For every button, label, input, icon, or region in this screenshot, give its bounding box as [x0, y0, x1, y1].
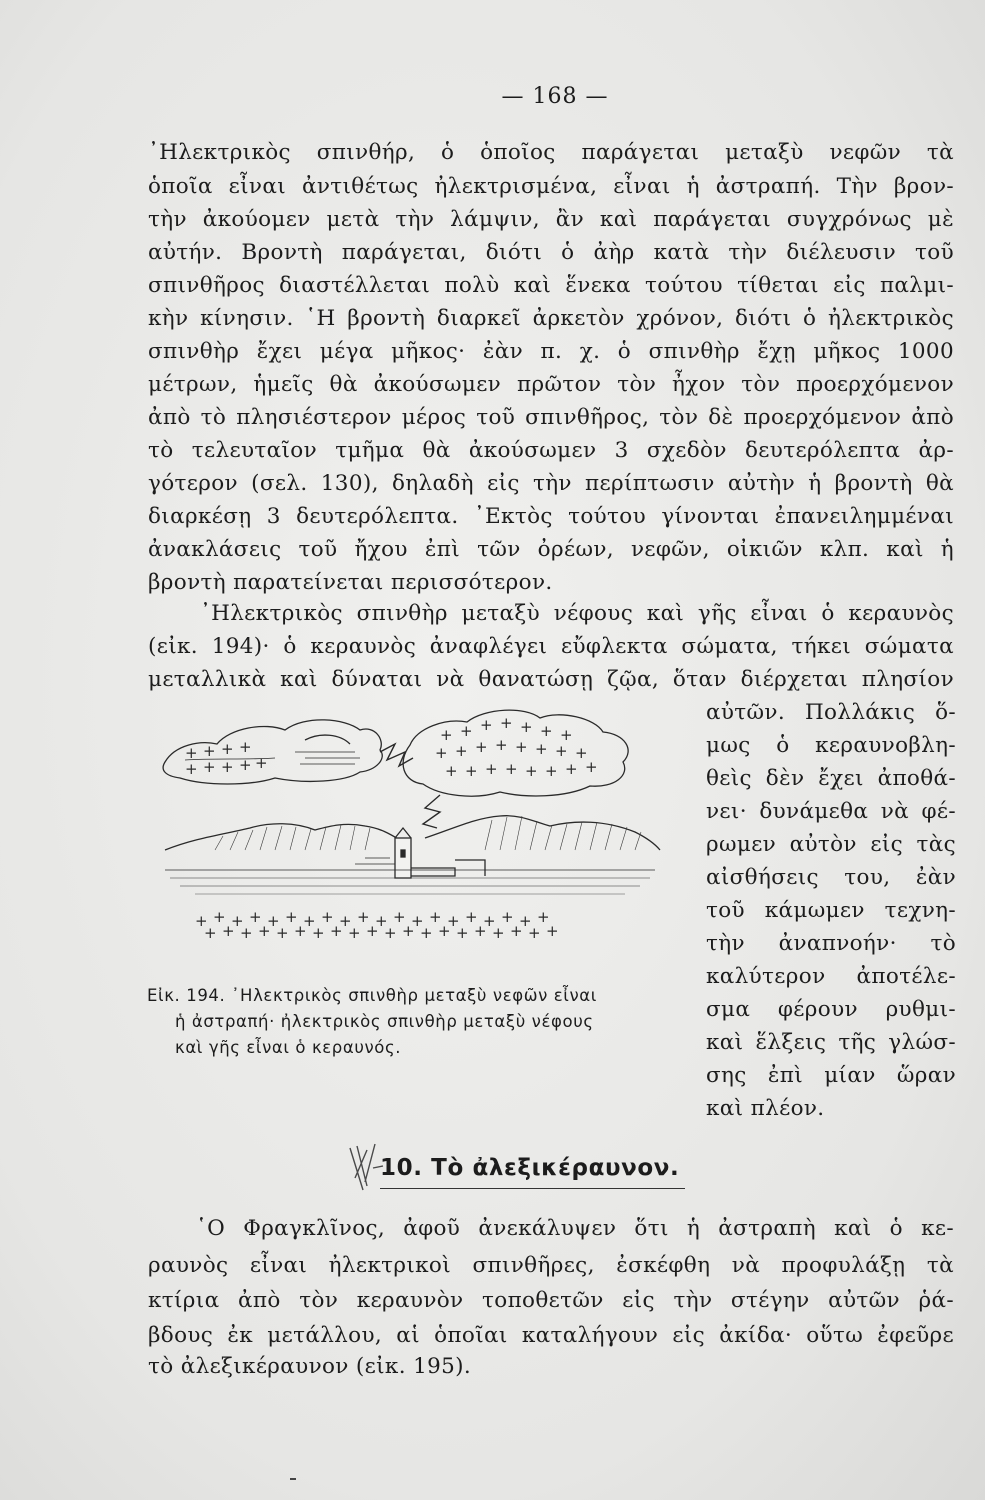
svg-text:+: + — [321, 908, 334, 926]
section-line: ραυνὸς εἶναι ἠλεκτρικοὶ σπινθῆρες, ἐσκέφθη νὰ προφυλάξῃ τὰ — [148, 1253, 954, 1278]
svg-text:+: + — [505, 760, 518, 778]
section-line: ῾Ο Φραγκλῖνος, ἀφοῦ ἀνεκάλυψεν ὅτι ἡ ἀστραπὴ καὶ ὁ κε- — [196, 1216, 954, 1241]
body-line: ἀνακλάσεις τοῦ ἤχου ἐπὶ τῶν ὀρέων, νεφῶν, οἰκιῶν κλπ. καὶ ἡ — [148, 537, 954, 562]
svg-text:+: + — [480, 716, 493, 734]
svg-text:+: + — [535, 740, 548, 758]
svg-text:+: + — [474, 922, 487, 940]
body-line: ᾿Ηλεκτρικὸς σπινθὴρ μεταξὺ νέφους καὶ γῆς εἶναι ὁ κεραυνὸς — [200, 601, 954, 626]
body-line: γότερον (σελ. 130), δηλαδὴ εἰς τὴν περίπτωσιν αὐτὴν ἡ βροντὴ θὰ — [148, 471, 954, 496]
svg-text:+: + — [528, 924, 541, 942]
svg-text:+: + — [585, 758, 598, 776]
side-line: μως ὁ κεραυνοβλη- — [706, 733, 956, 758]
svg-text:+: + — [515, 738, 528, 756]
svg-text:+: + — [546, 922, 559, 940]
side-line: καλύτερον ἀποτέλε- — [706, 964, 956, 989]
svg-text:+: + — [540, 722, 553, 740]
svg-text:+: + — [267, 912, 280, 930]
svg-text:+: + — [312, 924, 325, 942]
svg-text:+: + — [185, 744, 198, 762]
svg-text:+: + — [537, 908, 550, 926]
svg-text:+: + — [429, 908, 442, 926]
body-line: ὁποῖα εἶναι ἀντιθέτως ἠλεκτρισμένα, εἶναι ἡ ἀστραπή. Τὴν βρον- — [148, 174, 954, 199]
svg-text:+: + — [411, 912, 424, 930]
svg-text:+: + — [195, 912, 208, 930]
svg-text:+: + — [435, 744, 448, 762]
body-line: σπινθῆρος διαστέλλεται πολὺ καὶ ἕνεκα τούτου τίθεται εἰς παλμι- — [148, 273, 954, 298]
body-line: αὐτήν. Βροντὴ παράγεται, διότι ὁ ἀὴρ κατὰ τὴν διέλευσιν τοῦ — [148, 240, 954, 265]
section-title: 10. Τὸ ἀλεξικέραυνον. — [380, 1155, 680, 1181]
svg-text:+: + — [375, 912, 388, 930]
svg-text:+: + — [456, 924, 469, 942]
svg-text:+: + — [465, 908, 478, 926]
side-line: αὐτῶν. Πολλάκις ὅ- — [706, 700, 956, 725]
side-line: καὶ ἕλξεις τῆς γλώσ- — [706, 1030, 956, 1055]
side-line: τὴν ἀναπνοήν· τὸ — [706, 931, 956, 956]
svg-text:+: + — [565, 760, 578, 778]
svg-text:+: + — [339, 912, 352, 930]
svg-text:+: + — [510, 922, 523, 940]
svg-text:+: + — [203, 742, 216, 760]
svg-text:+: + — [455, 742, 468, 760]
body-line: κὴν κίνησιν. ῾Η βροντὴ διαρκεῖ ἀρκετὸν χρόνον, διότι ὁ ἠλεκτρικὸς — [148, 306, 954, 331]
side-line: νει· δυνάμεθα νὰ φέ- — [706, 799, 956, 824]
svg-text:+: + — [204, 924, 217, 942]
svg-text:+: + — [500, 714, 513, 732]
svg-text:+: + — [255, 754, 268, 772]
svg-text:+: + — [203, 758, 216, 776]
side-line: σμα φέρουν ρυθμι- — [706, 997, 956, 1022]
svg-text:+: + — [222, 922, 235, 940]
svg-text:+: + — [239, 738, 252, 756]
body-line: διαρκέσῃ 3 δευτερόλεπτα. ᾿Εκτὸς τούτου γίνονται ἐπανειλημμέναι — [148, 504, 954, 529]
svg-text:+: + — [231, 912, 244, 930]
section-line: κτίρια ἀπὸ τὸν κεραυνὸν τοποθετῶν εἰς τὴν στέγην αὐτῶν ῥά- — [148, 1288, 954, 1313]
figure-caption-line: ἡ ἀστραπή· ἠλεκτρικὸς σπινθὴρ μεταξὺ νέφους — [175, 1012, 594, 1031]
svg-text:+: + — [545, 762, 558, 780]
svg-text:+: + — [501, 908, 514, 926]
svg-text:+: + — [393, 908, 406, 926]
svg-text:+: + — [240, 924, 253, 942]
svg-text:+: + — [525, 762, 538, 780]
body-line: σπινθὴρ ἔχει μέγα μῆκος· ἐὰν π. χ. ὁ σπινθὴρ ἔχῃ μῆκος 1000 — [148, 339, 954, 364]
svg-text:+: + — [520, 718, 533, 736]
side-line: ρωμεν αὐτὸν εἰς τὰς — [706, 832, 956, 857]
svg-text:+: + — [357, 908, 370, 926]
svg-text:+: + — [519, 912, 532, 930]
page-mark — [290, 1478, 296, 1480]
side-line: καὶ πλέον. — [706, 1096, 825, 1121]
svg-text:+: + — [460, 722, 473, 740]
svg-text:+: + — [239, 756, 252, 774]
svg-text:+: + — [213, 908, 226, 926]
svg-text:+: + — [276, 924, 289, 942]
body-line: βροντὴ παρατείνεται περισσότερον. — [148, 570, 553, 595]
side-line: θεὶς δὲν ἔχει ἀποθά- — [706, 766, 956, 791]
body-line: μεταλλικὰ καὶ δύναται νὰ θανατώσῃ ζῷα, ὅταν διέρχεται πλησίον — [148, 667, 954, 692]
svg-text:+: + — [445, 762, 458, 780]
svg-text:+: + — [447, 912, 460, 930]
svg-text:+: + — [492, 924, 505, 942]
svg-text:+: + — [185, 760, 198, 778]
figure-caption-line: καὶ γῆς εἶναι ὁ κεραυνός. — [175, 1038, 402, 1057]
svg-text:+: + — [258, 922, 271, 940]
body-line: (εἰκ. 194)· ὁ κεραυνὸς ἀναφλέγει εὔφλεκτα σώματα, τήκει σώματα — [148, 634, 954, 659]
body-line: ᾿Ηλεκτρικὸς σπινθήρ, ὁ ὁποῖος παράγεται μεταξὺ νεφῶν τὰ — [148, 140, 954, 165]
svg-text:+: + — [555, 742, 568, 760]
svg-text:+: + — [402, 922, 415, 940]
svg-text:+: + — [366, 922, 379, 940]
svg-text:+: + — [384, 924, 397, 942]
svg-text:+: + — [483, 912, 496, 930]
svg-text:+: + — [575, 744, 588, 762]
svg-text:+: + — [485, 760, 498, 778]
body-line: ἀπὸ τὸ πλησιέστερον μέρος τοῦ σπινθῆρος, τὸν δὲ προερχόμενον ἀπὸ — [148, 405, 954, 430]
svg-text:+: + — [495, 736, 508, 754]
svg-text:+: + — [438, 922, 451, 940]
svg-text:+: + — [348, 924, 361, 942]
title-underline — [380, 1188, 685, 1189]
body-line: τὴν ἀκούομεν μετὰ τὴν λάμψιν, ἂν καὶ παράγεται συγχρόνως μὲ — [148, 207, 954, 232]
svg-text:+: + — [330, 922, 343, 940]
svg-text:+: + — [285, 908, 298, 926]
section-line: τὸ ἀλεξικέραυνον (εἰκ. 195). — [148, 1354, 472, 1379]
lightning-illustration — [155, 700, 675, 960]
figure-caption-line: Εἰκ. 194. ᾿Ηλεκτρικὸς σπινθὴρ μεταξὺ νεφῶν εἶναι — [147, 986, 597, 1005]
svg-text:+: + — [440, 726, 453, 744]
svg-text:+: + — [475, 738, 488, 756]
body-line: μέτρων, ἡμεῖς θὰ ἀκούσωμεν πρῶτον τὸν ἦχον τὸν προερχόμενον — [148, 372, 954, 397]
page-number: — 168 — — [501, 84, 609, 109]
svg-text:+: + — [303, 912, 316, 930]
svg-text:+: + — [560, 726, 573, 744]
svg-text:+: + — [465, 762, 478, 780]
side-line: τοῦ κάμωμεν τεχνη- — [706, 898, 956, 923]
side-line: σης ἐπὶ μίαν ὥραν — [706, 1063, 956, 1088]
body-line: τὸ τελευταῖον τμῆμα θὰ ἀκούσωμεν 3 σχεδὸν δευτερόλεπτα ἀρ- — [148, 438, 954, 463]
svg-text:+: + — [249, 908, 262, 926]
side-line: αἰσθήσεις του, ἐὰν — [706, 865, 956, 890]
section-line: βδους ἐκ μετάλλου, αἱ ὁποῖαι καταλήγουν εἰς ἀκίδα· οὕτω ἐφεῦρε — [148, 1323, 954, 1348]
svg-text:+: + — [221, 740, 234, 758]
svg-text:+: + — [420, 924, 433, 942]
pencil-mark-icon — [345, 1138, 385, 1196]
svg-text:+: + — [294, 922, 307, 940]
svg-text:+: + — [221, 758, 234, 776]
